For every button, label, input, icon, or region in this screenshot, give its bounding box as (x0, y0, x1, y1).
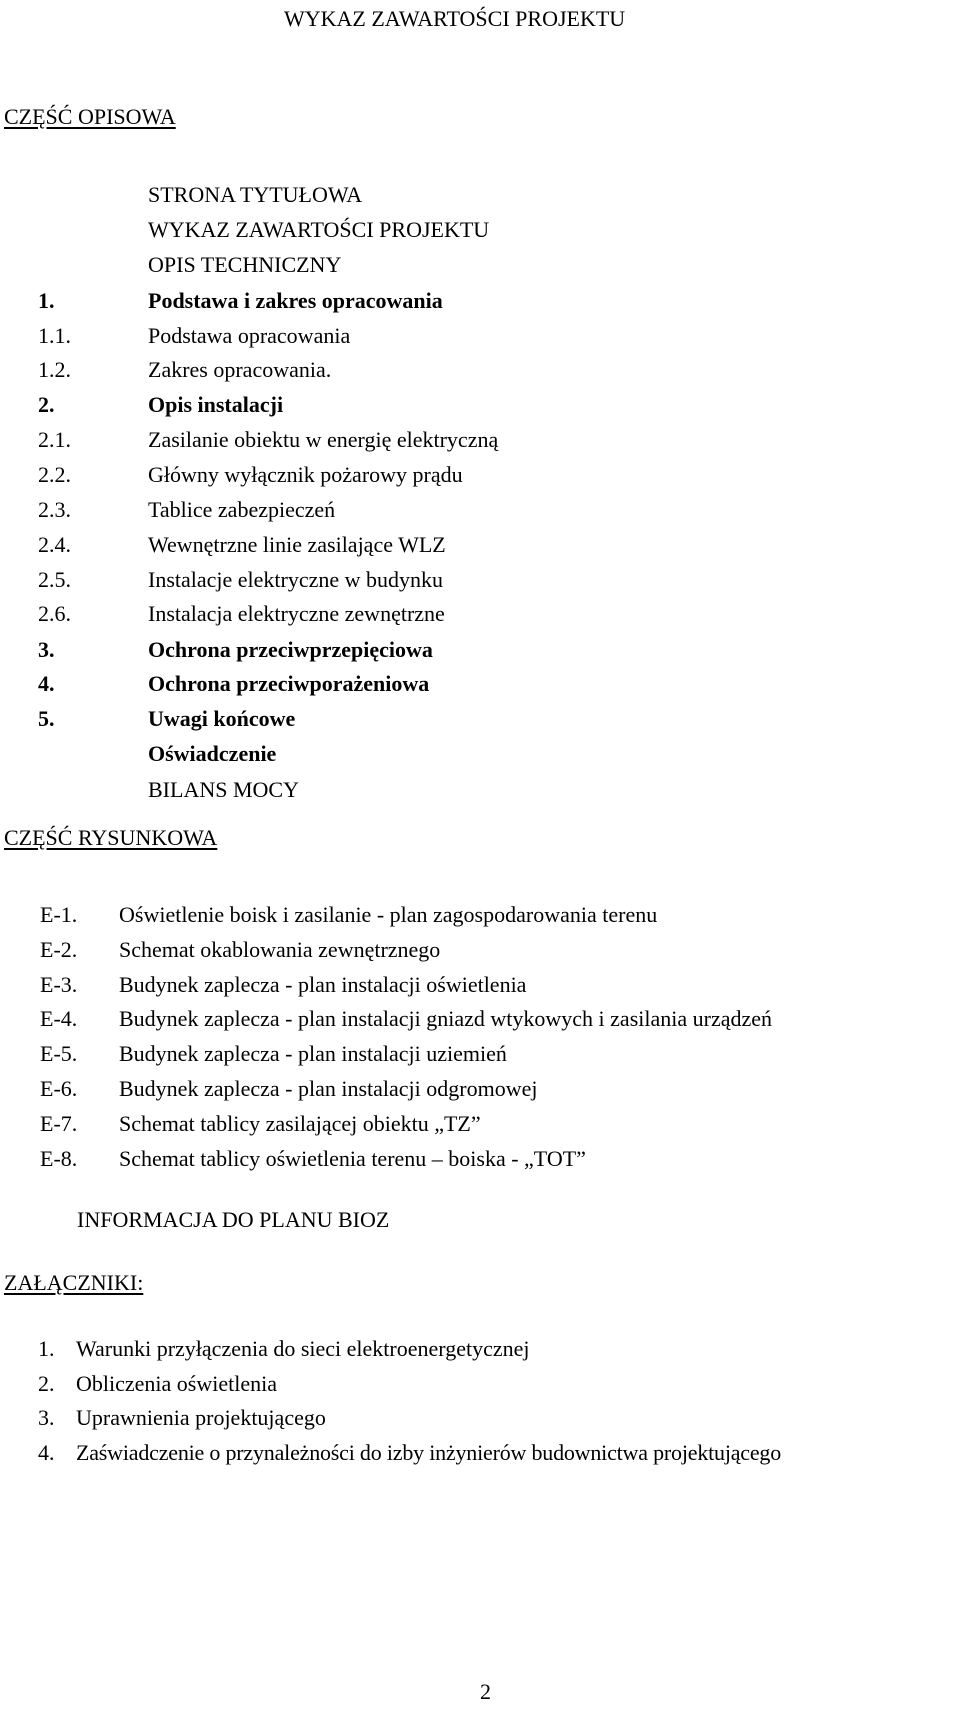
list-item-number: 1.1. (38, 323, 71, 348)
attachment-number: 1. (38, 1336, 55, 1361)
drawing-number: E-7. (40, 1111, 78, 1136)
list-item-number: 2. (38, 392, 55, 417)
drawing-number: E-2. (40, 937, 78, 962)
list-item: Ochrona przeciwporażeniowa (148, 671, 430, 696)
list-item-number: 2.3. (38, 497, 71, 522)
drawing-number: E-4. (40, 1006, 78, 1031)
drawing-number: E-1. (40, 902, 78, 927)
section-heading-drawings: CZĘŚĆ RYSUNKOWA (4, 825, 218, 850)
list-item: Zasilanie obiektu w energię elektryczną (148, 427, 499, 452)
attachment-number: 2. (38, 1371, 55, 1396)
list-item: Opis instalacji (148, 392, 284, 417)
drawing-number: E-3. (40, 972, 78, 997)
list-item: Podstawa i zakres opracowania (148, 288, 443, 313)
list-item: Główny wyłącznik pożarowy prądu (148, 462, 463, 487)
list-item-number: 2.4. (38, 532, 71, 557)
list-item-number: 1. (38, 288, 55, 313)
list-item: Podstawa opracowania (148, 323, 351, 348)
drawing-item: Budynek zaplecza - plan instalacji gniazd wtykowych i zasilania urządzeń (119, 1006, 773, 1031)
list-item: Zakres opracowania. (148, 357, 332, 382)
list-item: Instalacje elektryczne w budynku (148, 567, 444, 592)
list-item-number: 2.2. (38, 462, 71, 487)
drawing-item: Budynek zaplecza - plan instalacji odgromowej (119, 1076, 538, 1101)
descriptive-intro-item: WYKAZ ZAWARTOŚCI PROJEKTU (148, 217, 490, 242)
attachment-number: 3. (38, 1405, 55, 1430)
list-item-number: 2.1. (38, 427, 71, 452)
section-heading-attachments: ZAŁĄCZNIKI: (4, 1270, 144, 1295)
list-item-number: 1.2. (38, 357, 71, 382)
attachment-item: Warunki przyłączenia do sieci elektroenergetycznej (76, 1336, 530, 1361)
attachment-item: Uprawnienia projektującego (76, 1405, 326, 1430)
document-title: WYKAZ ZAWARTOŚCI PROJEKTU (284, 6, 626, 31)
list-item-number: 5. (38, 706, 55, 731)
descriptive-intro-item: OPIS TECHNICZNY (148, 252, 342, 277)
list-item-number: 2.6. (38, 601, 71, 626)
section-heading-descriptive: CZĘŚĆ OPISOWA (4, 104, 176, 129)
list-item: Uwagi końcowe (148, 706, 296, 731)
attachment-item: Obliczenia oświetlenia (76, 1371, 277, 1396)
drawing-number: E-5. (40, 1041, 78, 1066)
bioz-heading: INFORMACJA DO PLANU BIOZ (77, 1207, 390, 1232)
list-item: Ochrona przeciwprzepięciowa (148, 637, 433, 662)
list-item: Instalacja elektryczne zewnętrzne (148, 601, 445, 626)
drawing-number: E-6. (40, 1076, 78, 1101)
page-number: 2 (480, 1679, 491, 1704)
list-item-number: 4. (38, 671, 55, 696)
drawing-item: Schemat okablowania zewnętrznego (119, 937, 441, 962)
drawing-item: Budynek zaplecza - plan instalacji oświetlenia (119, 972, 527, 997)
drawing-item: Oświetlenie boisk i zasilanie - plan zagospodarowania terenu (119, 902, 658, 927)
descriptive-outro-item: BILANS MOCY (148, 777, 299, 802)
drawing-item: Schemat tablicy oświetlenia terenu – boiska - „TOT” (119, 1146, 586, 1171)
list-item-number: 3. (38, 637, 55, 662)
drawing-item: Schemat tablicy zasilającej obiektu „TZ” (119, 1111, 481, 1136)
list-item-number: 2.5. (38, 567, 71, 592)
descriptive-intro-item: STRONA TYTUŁOWA (148, 182, 363, 207)
drawing-item: Budynek zaplecza - plan instalacji uziemień (119, 1041, 507, 1066)
attachment-number: 4. (38, 1440, 55, 1465)
list-item: Wewnętrzne linie zasilające WLZ (148, 532, 446, 557)
attachment-item: Zaświadczenie o przynależności do izby inżynierów budownictwa projektującego (76, 1440, 782, 1465)
drawing-number: E-8. (40, 1146, 78, 1171)
list-item: Tablice zabezpieczeń (148, 497, 336, 522)
descriptive-outro-item: Oświadczenie (148, 741, 277, 766)
